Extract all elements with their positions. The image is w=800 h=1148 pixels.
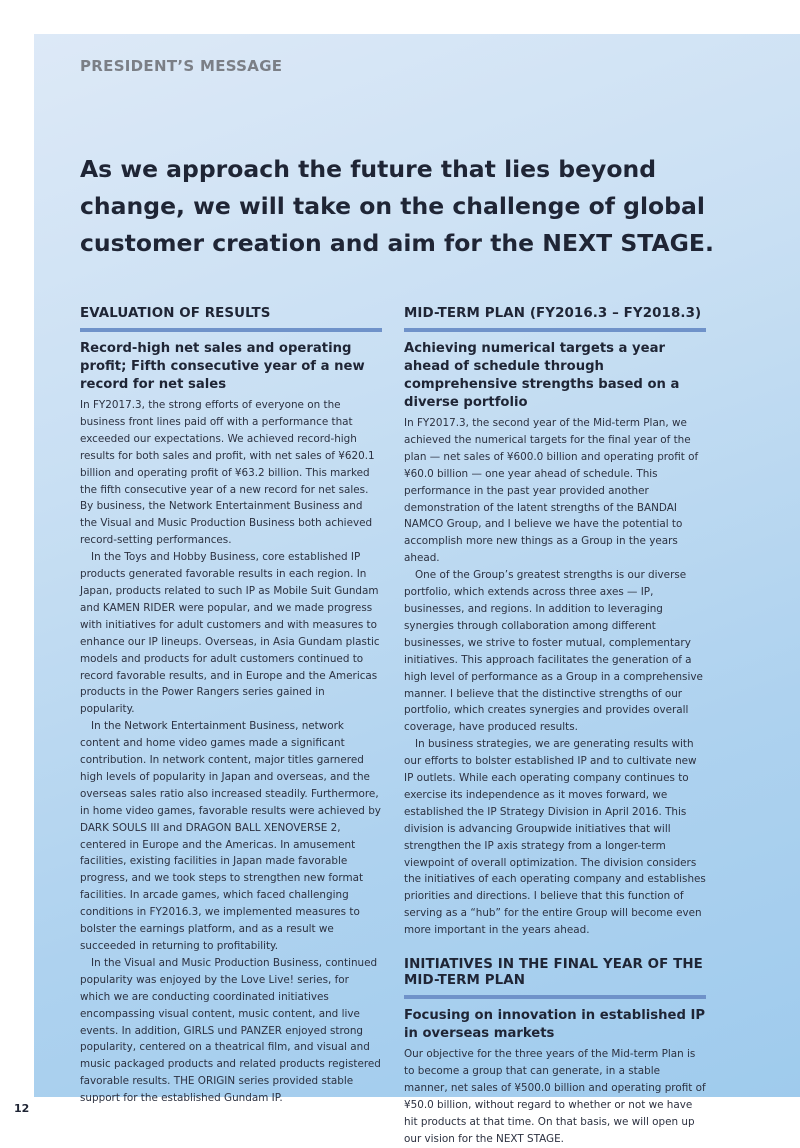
paragraph: In business strategies, we are generating results with our efforts to bolster established IP and to cultivate new IP outlets. While each operating company continues to exercise its independence as it moves forward, we established the IP Strategy Division in April 2016. This division is advancing Groupwide initiatives that will strengthen the IP axis strategy from a longer-term viewpoint of overall optimization. The division considers the initiatives of each operating company and establishes priorities and directions. I believe that this function of serving as a “hub” for the entire Group will become even more important in the years ahead. xyxy=(404,738,706,937)
left-column xyxy=(80,306,382,1107)
section-heading-midterm-plan: MID-TERM PLAN (FY2016.3 – FY2018.3) xyxy=(404,306,702,321)
section-heading-evaluation: EVALUATION OF RESULTS xyxy=(80,306,271,321)
subheading-overseas-innovation: Focusing on innovation in established IP in overseas markets xyxy=(404,1008,706,1042)
section-tag: PRESIDENT’S MESSAGE xyxy=(80,57,283,75)
subheading-record-results: Record-high net sales and operating profit; Fifth consecutive year of a new record for net sales xyxy=(80,341,365,392)
page-number: 12 xyxy=(14,1102,30,1115)
midterm-body xyxy=(404,415,706,939)
heading-rule xyxy=(80,328,382,332)
paragraph: In FY2017.3, the strong efforts of everyone on the business front lines paid off with a performance that exceeded our expectations. We achieved record-high results for both sales and profit, with net sales of ¥620.1 billion and operating profit of ¥63.2 billion. This marked the fifth consecutive year of a new record for net sales. By business, the Network Entertainment Business and the Visual and Music Production Business both achieved record-setting performances. xyxy=(80,399,375,547)
paragraph: In the Visual and Music Production Business, continued popularity was enjoyed by the Love Live! series, for which we are conducting coordinated initiatives encompassing visual content, music content, and live events. In addition, GIRLS und PANZER enjoyed strong popularity, centered on a theatrical film, and visual and music packaged products and related products registered favorable results. THE ORIGIN series provided stable support for the established Gundam IP. xyxy=(80,956,381,1105)
paragraph: One of the Group’s greatest strengths is our diverse portfolio, which extends across three axes — IP, businesses, and regions. In addition to leveraging synergies through collaboration among different businesses, we strive to foster mutual, complementary initiatives. This approach facilitates the generation of a high level of performance as a Group in a comprehensive manner. I believe that the distinctive strengths of our portfolio, which creates synergies and provides overall coverage, have produced results. xyxy=(404,569,703,734)
paragraph: In the Network Entertainment Business, network content and home video games made a significant contribution. In network content, major titles garnered high levels of popularity in Japan and overseas, and the overseas sales ratio also increased steadily. Furthermore, in home video games, favorable results were achieved by DARK SOULS III and DRAGON BALL XENOVERSE 2, centered in Europe and the Americas. In amusement facilities, existing facilities in Japan made favorable progress, and we took steps to strengthen new format facilities. In arcade games, which faced challenging conditions in FY2016.3, we implemented measures to bolster the earnings platform, and as a result we succeeded in returning to profitability. xyxy=(80,720,381,952)
heading-rule xyxy=(404,995,706,999)
paragraph: In FY2017.3, the second year of the Mid-term Plan, we achieved the numerical targets for the final year of the plan — net sales of ¥600.0 billion and operating profit of ¥60.0 billion — one year ahead of schedule. This performance in the past year provided another demonstration of the latent strengths of the BANDAI NAMCO Group, and I believe we have the potential to accomplish more new things as a Group in the years ahead. xyxy=(404,417,699,565)
initiatives-section xyxy=(404,957,706,1147)
initiatives-body xyxy=(404,1046,706,1147)
evaluation-body xyxy=(80,397,382,1107)
subheading-numerical-targets: Achieving numerical targets a year ahead of schedule through comprehensive strengths based on a diverse portfolio xyxy=(404,341,680,410)
heading-rule xyxy=(404,328,706,332)
section-heading-initiatives: INITIATIVES IN THE FINAL YEAR OF THE MID-TERM PLAN xyxy=(404,957,703,989)
right-column xyxy=(404,306,706,1148)
paragraph: In the Toys and Hobby Business, core established IP products generated favorable results in each region. In Japan, products related to such IP as Mobile Suit Gundam and KAMEN RIDER were popular, and we made progress with initiatives for adult customers and with measures to enhance our IP lineups. Overseas, in Asia Gundam plastic models and products for adult customers continued to record favorable results, and in Europe and the Americas products in the Power Rangers series gained in popularity. xyxy=(80,551,380,716)
paragraph: Our objective for the three years of the Mid-term Plan is to become a group that can generate, in a stable manner, net sales of ¥500.0 billion and operating profit of ¥50.0 billion, without regard to whether or not we have hit products at that time. On that basis, we will open up our vision for the NEXT STAGE. xyxy=(404,1048,706,1145)
page-headline: As we approach the future that lies beyond change, we will take on the challenge of global customer creation and aim for the NEXT STAGE. xyxy=(80,155,714,257)
